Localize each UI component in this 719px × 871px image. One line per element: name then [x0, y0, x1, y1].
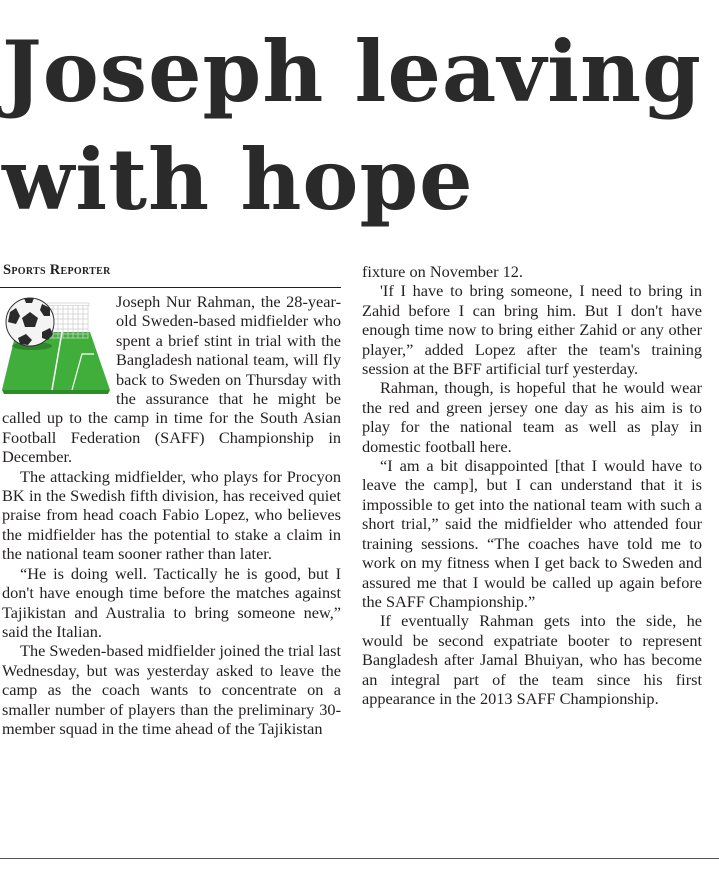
headline-line-2: with hope: [2, 130, 474, 229]
paragraph: “He is doing well. Tactically he is good, but I don't have enough time before the matches against Tajikistan and Australia to bring someone new,” said the Italian.: [2, 563, 341, 641]
paragraph: If eventually Rahman gets into the side, he would be second expatriate booter to represent Bangladesh after Jamal Bhuiyan, who has become an integral part of the team since his first appearance in the 2013 SAFF Championship.: [362, 611, 702, 708]
paragraph: Rahman, though, is hopeful that he would wear the red and green jersey one day as his aim is to play for the national team as well as play in domestic football here.: [362, 378, 702, 456]
soccer-ball-on-pitch-icon: [2, 294, 110, 394]
paragraph: The attacking midfielder, who plays for Procyon BK in the Swedish fifth division, has received quiet praise from head coach Fabio Lopez, who believes the midfielder has the potential to stake a claim in the national team sooner rather than later.: [2, 466, 341, 564]
article-column-left: [2, 292, 341, 738]
paragraph: The Sweden-based midfielder joined the trial last Wednesday, but was yesterday asked to leave the camp as the coach wants to concentrate on a smaller number of players than the preliminary 30-member squad in the time ahead of the Tajikistan: [2, 641, 341, 738]
byline: Sports Reporter: [3, 262, 111, 278]
headline-line-1: Joseph leaving: [2, 22, 702, 121]
paragraph: “I am a bit disappointed [that I would have to leave the camp], but I can understand that it is impossible to get into the national team with such a short trial,” said the midfielder who attended four training sessions. “The coaches have told me to work on my fitness when I get back to Sweden and assured me that I would be called up again before the SAFF Championship.”: [362, 456, 702, 611]
soccer-illustration: [2, 294, 110, 394]
paragraph: fixture on November 12.: [362, 262, 523, 281]
article-column-right: [362, 262, 702, 708]
headline: [2, 18, 717, 234]
paragraph: 'If I have to bring someone, I need to bring in Zahid before I can bring him. But I don't have enough time now to bring either Zahid or any other player,” added Lopez after the team's training session at the BFF artificial turf yesterday.: [362, 281, 702, 379]
pitch-edge: [2, 390, 110, 394]
byline-rule: [0, 287, 341, 288]
paragraph: Joseph Nur Rahman, the 28-year-old Sweden-based midfielder who spent a brief stint in trial with the Bangladesh national team, will fly back to Sweden on Thursday with the assurance that he might be called up to the camp in time for the South Asian Football Federation (SAFF) Championship in December.: [2, 292, 341, 467]
goal-crossbar: [47, 303, 89, 306]
bottom-rule: [0, 858, 719, 859]
